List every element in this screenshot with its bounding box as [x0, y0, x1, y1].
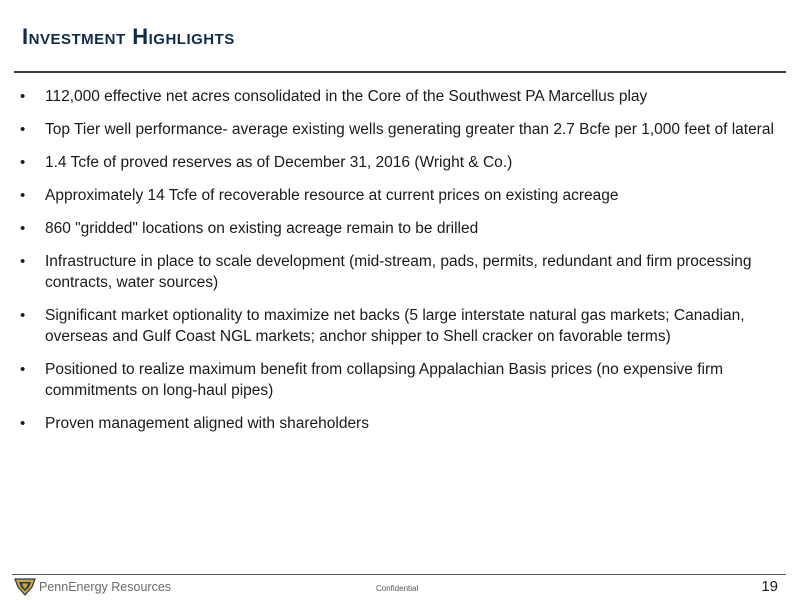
- list-item: [18, 413, 780, 434]
- keystone-logo-icon: [14, 577, 36, 596]
- list-item: [18, 218, 780, 239]
- page-number: 19: [761, 578, 778, 595]
- bullet-text: Top Tier well performance- average existing wells generating greater than 2.7 Bcfe per 1,000 feet of lateral: [45, 121, 774, 138]
- bullet-icon: •: [20, 154, 26, 171]
- bullet-icon: •: [20, 415, 26, 432]
- bullet-icon: •: [20, 220, 26, 237]
- company-logo-text: PennEnergy Resources: [39, 580, 172, 594]
- footer-divider: [12, 574, 786, 575]
- title-divider: [14, 71, 786, 73]
- bullet-icon: •: [20, 121, 26, 138]
- bullet-text: 860 "gridded" locations on existing acreage remain to be drilled: [45, 220, 479, 237]
- list-item: [18, 119, 780, 140]
- slide-title: Investment Highlights: [22, 24, 235, 49]
- list-item: [18, 185, 780, 206]
- highlights-list: [18, 86, 780, 446]
- confidential-label: Confidential: [376, 584, 419, 593]
- bullet-icon: •: [20, 253, 26, 270]
- list-item: [18, 152, 780, 173]
- bullet-text: Significant market optionality to maximize net backs (5 large interstate natural gas markets; Canadian, overseas and Gulf Coast NGL markets; anchor shipper to Shell cracker on favorable terms): [45, 307, 745, 345]
- bullet-text: Proven management aligned with shareholders: [45, 415, 369, 432]
- bullet-text: 1.4 Tcfe of proved reserves as of December 31, 2016 (Wright & Co.): [45, 154, 513, 171]
- bullet-icon: •: [20, 307, 26, 324]
- bullet-icon: •: [20, 88, 26, 105]
- list-item: [18, 305, 780, 347]
- bullet-text: Infrastructure in place to scale development (mid-stream, pads, permits, redundant and firm processing contracts, water sources): [45, 253, 752, 291]
- bullet-icon: •: [20, 361, 26, 378]
- bullet-icon: •: [20, 187, 26, 204]
- bullet-text: Positioned to realize maximum benefit from collapsing Appalachian Basis prices (no expensive firm commitments on long-haul pipes): [45, 361, 724, 399]
- bullet-text: Approximately 14 Tcfe of recoverable resource at current prices on existing acreage: [45, 187, 619, 204]
- list-item: [18, 251, 780, 293]
- list-item: [18, 359, 780, 401]
- list-item: [18, 86, 780, 107]
- bullet-text: 112,000 effective net acres consolidated in the Core of the Southwest PA Marcellus play: [45, 88, 648, 105]
